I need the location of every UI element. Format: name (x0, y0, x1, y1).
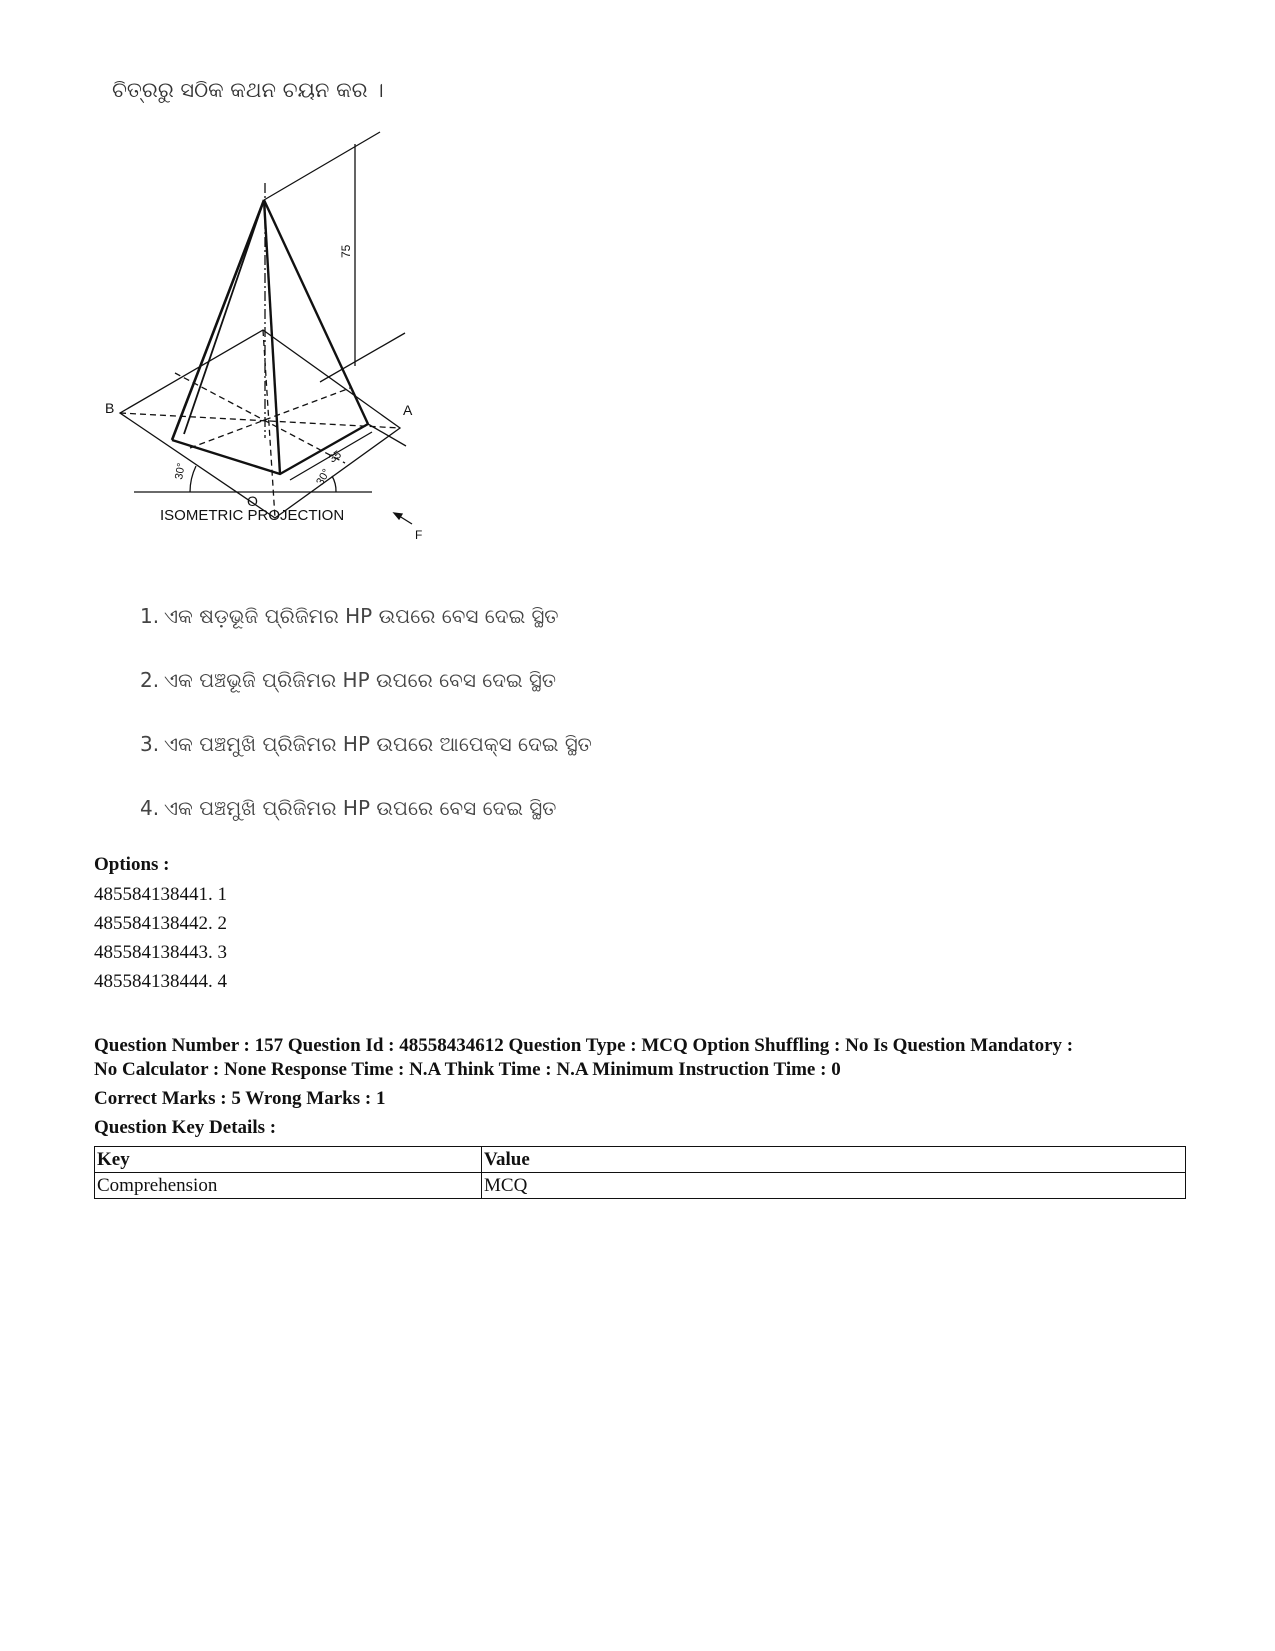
question-meta-line1: Question Number : 157 Question Id : 48558434612 Question Type : MCQ Option Shuffling : No Is Question Mandatory : (94, 1035, 1074, 1056)
option-item: 485584138441. 1 (94, 884, 227, 905)
statement-item (140, 604, 592, 668)
statement-number: 2. (140, 668, 160, 692)
table-header-value: Value (482, 1147, 1186, 1173)
statement-text: ଏକ ପଞ୍ଚମୁଖି ପ୍ରିଜିମର HP ଉପରେ ଆପେକ୍ସ ଦେଇ ସ୍ଥିତ (164, 732, 592, 756)
base-diamond (120, 330, 400, 518)
statement-text: ଏକ ପଞ୍ଚମୁଖି ପ୍ରିଜିମର HP ଉପରେ ବେସ ଦେଇ ସ୍ଥିତ (164, 796, 557, 820)
table-cell-key: Comprehension (95, 1173, 482, 1199)
label-b: B (105, 400, 115, 416)
projection-line-a (368, 424, 406, 446)
label-a: A (403, 402, 413, 418)
option-item: 485584138443. 3 (94, 942, 227, 963)
table-row (95, 1173, 1186, 1199)
option-item: 485584138442. 2 (94, 913, 227, 934)
angle-right-label: 30° (314, 467, 333, 488)
slant-edge-4 (264, 200, 368, 424)
direction-f-arrowhead (394, 513, 402, 519)
label-f: F (415, 528, 423, 542)
marks-line: Correct Marks : 5 Wrong Marks : 1 (94, 1088, 386, 1109)
label-o: O (247, 493, 258, 509)
table-header-row (95, 1147, 1186, 1173)
dashed-diagonal-2 (120, 413, 400, 428)
question-metadata (94, 1034, 1204, 1140)
statement-item (140, 732, 592, 796)
table-cell-value: MCQ (482, 1173, 1186, 1199)
extension-line-bottom (320, 333, 405, 382)
statement-item (140, 668, 592, 732)
slant-edge-3 (264, 200, 280, 474)
option-item: 485584138444. 4 (94, 971, 227, 992)
key-details-heading: Question Key Details : (94, 1117, 277, 1138)
statement-list (140, 604, 592, 860)
question-meta-line2: No Calculator : None Response Time : N.A Think Time : N.A Minimum Instruction Time : 0 (94, 1059, 841, 1080)
statement-text: ଏକ ପଞ୍ଚଭୂଜି ପ୍ରିଜିମର HP ଉପରେ ବେସ ଦେଇ ସ୍ଥିତ (164, 668, 557, 692)
statement-item (140, 796, 592, 860)
isometric-pyramid-figure (100, 128, 440, 568)
key-details-table (94, 1146, 1186, 1199)
options-heading: Options : (94, 854, 170, 875)
table-header-key: Key (95, 1147, 482, 1173)
question-instruction: ଚିତ୍ରରୁ ସଠିକ କଥନ ଚୟନ କର । (112, 78, 384, 102)
angle-arc-right (332, 476, 336, 492)
statement-number: 3. (140, 732, 160, 756)
statement-text: ଏକ ଷଡ଼ଭୂଜି ପ୍ରିଜିମର HP ଉପରେ ବେସ ଦେଇ ସ୍ଥିତ (164, 604, 559, 628)
angle-arc-left (190, 466, 196, 492)
options-list (94, 880, 227, 996)
extension-line-top (264, 132, 380, 200)
dimension-75-label: 75 (339, 244, 353, 258)
slant-edge-1 (172, 200, 264, 440)
statement-number: 4. (140, 796, 160, 820)
dimension-35-label: 35 (326, 448, 344, 466)
figure-caption: ISOMETRIC PROJECTION (160, 507, 345, 524)
angle-left-label: 30° (173, 462, 188, 481)
statement-number: 1. (140, 604, 160, 628)
